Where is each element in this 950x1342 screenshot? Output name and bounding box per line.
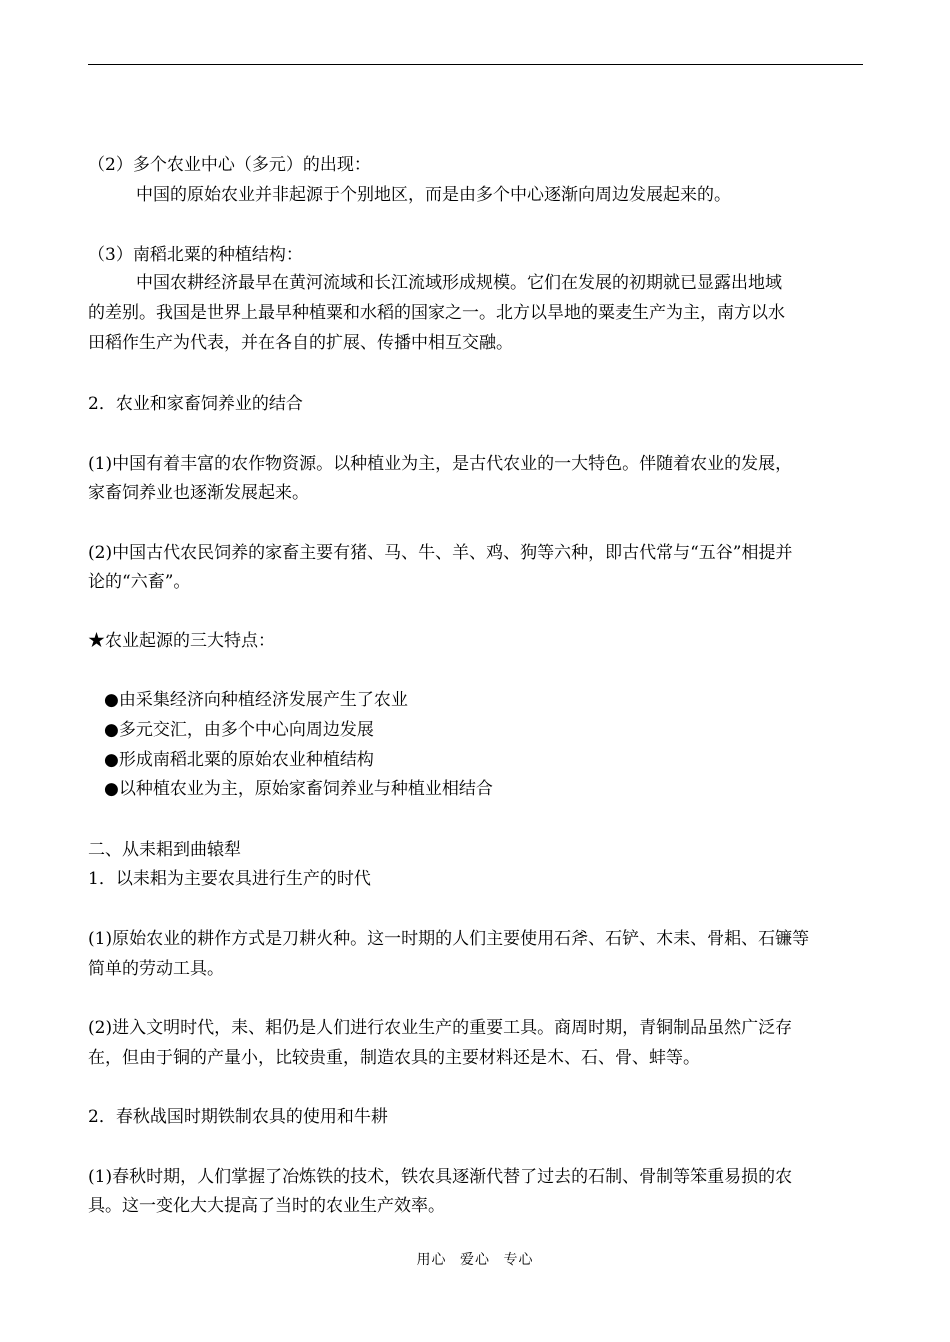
page-footer xyxy=(0,1249,950,1269)
bullet-item: ●形成南稻北粟的原始农业种植结构 xyxy=(104,750,374,770)
section-heading-tools: 1．以耒耜为主要农具进行生产的时代 xyxy=(88,869,371,889)
footer-text: 专心 xyxy=(503,1252,534,1268)
paragraph-line: 简单的劳动工具。 xyxy=(88,959,224,979)
bullet-item: ●以种植农业为主，原始家畜饲养业与种植业相结合 xyxy=(104,779,493,799)
paragraph-line: 田稻作生产为代表，并在各自的扩展、传播中相互交融。 xyxy=(88,333,513,353)
paragraph-line: (1)春秋时期，人们掌握了冶炼铁的技术，铁农具逐渐代替了过去的石制、骨制等笨重易损的农 xyxy=(88,1167,793,1187)
paragraph-line: (1)中国有着丰富的农作物资源。以种植业为主，是古代农业的一大特色。伴随着农业的发展， xyxy=(88,454,793,474)
chapter-heading: 二、从耒耜到曲辕犁 xyxy=(88,840,241,860)
paragraph-line: (1)原始农业的耕作方式是刀耕火种。这一时期的人们主要使用石斧、石铲、木耒、骨耜、石镰等 xyxy=(88,929,810,949)
paragraph-line: (2)中国古代农民饲养的家畜主要有猪、马、牛、羊、鸡、狗等六种，即古代常与“五谷”相提并 xyxy=(88,543,793,563)
paragraph-line: 中国农耕经济最早在黄河流域和长江流域形成规模。它们在发展的初期就已显露出地域 xyxy=(136,273,782,293)
footer-text: 用心 xyxy=(416,1252,447,1268)
paragraph-line: 在，但由于铜的产量小，比较贵重，制造农具的主要材料还是木、石、骨、蚌等。 xyxy=(88,1048,700,1068)
paragraph-line: 中国的原始农业并非起源于个别地区，而是由多个中心逐渐向周边发展起来的。 xyxy=(136,185,731,205)
bullet-item: ●多元交汇，由多个中心向周边发展 xyxy=(104,720,374,740)
paragraph-line: 的差别。我国是世界上最早种植粟和水稻的国家之一。北方以旱地的粟麦生产为主，南方以水 xyxy=(88,303,785,323)
footer-text: 爱心 xyxy=(460,1252,490,1268)
section-heading-livestock: 2．农业和家畜饲养业的结合 xyxy=(88,394,303,414)
bullet-item: ●由采集经济向种植经济发展产生了农业 xyxy=(104,690,408,710)
paragraph-line: 家畜饲养业也逐渐发展起来。 xyxy=(88,483,309,503)
paragraph-line: 具。这一变化大大提高了当时的农业生产效率。 xyxy=(88,1196,445,1216)
key-points-heading: ★农业起源的三大特点： xyxy=(88,631,275,651)
paragraph-line: (2)进入文明时代，耒、耜仍是人们进行农业生产的重要工具。商周时期，青铜制品虽然广泛存 xyxy=(88,1018,793,1038)
section-heading-iron-tools: 2．春秋战国时期铁制农具的使用和牛耕 xyxy=(88,1107,388,1127)
section-heading-rice-millet: （3）南稻北粟的种植结构： xyxy=(88,245,303,265)
header-rule xyxy=(88,64,863,65)
paragraph-line: 论的“六畜”。 xyxy=(88,572,191,592)
section-heading-multicenter: （2）多个农业中心（多元）的出现： xyxy=(88,155,371,175)
